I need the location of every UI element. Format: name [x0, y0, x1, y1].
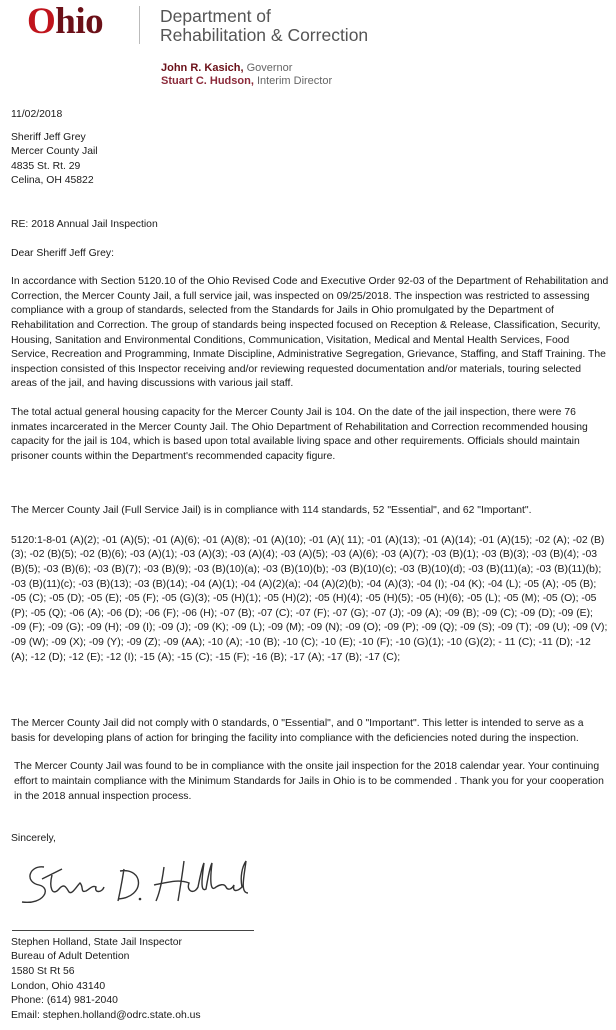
governor-name: John R. Kasich,: [161, 62, 244, 74]
compliance-paragraph: The Mercer County Jail (Full Service Jail) is in compliance with 114 standards, 52 "Essential", and 62 "Important".: [11, 505, 532, 517]
department-name: Department of Rehabilitation & Correction: [160, 6, 369, 45]
officials: [161, 62, 332, 88]
letter-body: [11, 108, 609, 1023]
signature-image: [14, 857, 249, 912]
ohio-logo: Ohio: [27, 1, 104, 42]
salutation: Dear Sheriff Jeff Grey:: [11, 247, 114, 259]
recipient-address: Sheriff Jeff Grey Mercer County Jail 4835 St. Rt. 29 Celina, OH 45822: [11, 131, 98, 187]
signer-block: Stephen Holland, State Jail Inspector Bureau of Adult Detention 1580 St Rt 56 London, Ohio 43140 Phone: (614) 981-2040 Email: stephen.holland@odrc.state.oh.us: [11, 936, 609, 1024]
director-name: Stuart C. Hudson,: [161, 75, 254, 87]
intro-paragraph: In accordance with Section 5120.10 of the Ohio Revised Code and Executive Order 92-03 of the Department of Rehabilitation and Correction, the Mercer County Jail, a full service jail, was inspected on 09/25/2018. The inspection was restricted to assessing compliance with a group of standards, selected from the Standards for Jails in Ohio promulgated by the Department of Rehabilitation and Correction. The group of standards being inspected focused on Reception & Release, Classification, Security, Housing, Sanitation and Environmental Conditions, Communication, Visitation, Medical and Mental Health Services, Food Service, Recreation and Programming, Inmate Discipline, Administrative Segregation, Grievance, Staffing, and Staff Training. The inspection consisted of this Inspector receiving and/or reviewing requested documentation and/or materials, touring selected areas of the jail, and having discussions with various jail staff.: [11, 276, 609, 390]
director-title: Interim Director: [256, 75, 333, 87]
closing: Sincerely,: [11, 833, 56, 845]
capacity-paragraph: The total actual general housing capacity for the Mercer County Jail is 104. On the date of the jail inspection, there were 76 inmates incarcerated in the Mercer County Jail. The Ohio Department of Rehabilitation and Correction recommended housing capacity for the jail is 104, which is based upon total available living space and other requirements. Officials should maintain prisoner counts within the Department's recommended capacity figure.: [11, 406, 588, 462]
signer-phone: Phone: (614) 981-2040: [11, 995, 118, 1007]
subject-line: RE: 2018 Annual Jail Inspection: [11, 218, 158, 230]
signature-line: [12, 930, 254, 931]
standards-list: 5120:1-8-01 (A)(2); -01 (A)(5); -01 (A)(6); -01 (A)(8); -01 (A)(10); -01 (A)( 11); -01 (A)(13); -01 (A)(14); -01 (A)(15); -02 (A); -02 (B)(3); -02 (B)(5); -02 (B)(6); -03 (A)(1); -03 (A)(3); -03 (A)(4); -03 (A)(5); -03 (A)(6); -03 (A)(7); -03 (B)(1); -03 (B)(3); -03 (B)(4); -03 (B)(5); -03 (B)(6); -03 (B)(7); -03 (B)(9); -03 (B)(10)(a); -03 (B)(10)(b); -03 (B)(10)(c); -03 (B)(10)(d); -03 (B)(11)(a); -03 (B)(11)(b); -03 (B)(11)(c); -03 (B)(13); -03 (B)(14); -04 (A)(1); -04 (A)(2)(a); -04 (A)(2)(b); -04 (A)(3); -04 (I); -04 (K); -04 (L); -05 (A); -05 (B); -05 (C); -05 (D); -05 (E); -05 (F); -05 (G)(3); -05 (H)(1); -05 (H)(2); -05 (H)(4); -05 (H)(5); -05 (H)(6); -05 (L); -05 (M); -05 (O); -05 (P); -05 (Q); -06 (A); -06 (D); -06 (F); -06 (H); -07 (B); -07 (C); -07 (F); -07 (G); -07 (J); -09 (A); -09 (B); -09 (C); -09 (D); -09 (E); -09 (F); -09 (G); -09 (H); -09 (I); -09 (J); -09 (K); -09 (L); -09 (M); -09 (N); -09 (O); -09 (P); -09 (Q); -09 (S); -09 (T); -09 (U); -09 (V); -09 (W); -09 (X); -09 (Y); -09 (Z); -09 (AA); -10 (A); -10 (B); -10 (C); -10 (E); -10 (F); -10 (G)(1); -10 (G)(2); - 11 (C); -11 (D); -12 (A); -12 (D); -12 (E); -12 (I); -15 (A); -15 (C); -15 (F); -16 (B); -17 (A); -17 (B); -17 (C);: [11, 534, 608, 663]
signer-email: Email: stephen.holland@odrc.state.oh.us: [11, 1009, 201, 1021]
commendation-paragraph: The Mercer County Jail was found to be in compliance with the onsite jail inspection for the 2018 calendar year. Your continuing effort to maintain compliance with the Minimum Standards for Jails in Ohio is to be commended . Thank you for your cooperation in the 2018 annual inspection process.: [14, 761, 604, 802]
letter-date: 11/02/2018: [11, 109, 63, 120]
noncompliance-paragraph: The Mercer County Jail did not comply with 0 standards, 0 "Essential", and 0 "Important". This letter is intended to serve as a basis for developing plans of action for bringing the facility into compliance with the deficiencies noted during the inspection.: [11, 718, 584, 744]
governor-title: Governor: [246, 62, 293, 74]
letterhead-divider: [139, 6, 140, 44]
